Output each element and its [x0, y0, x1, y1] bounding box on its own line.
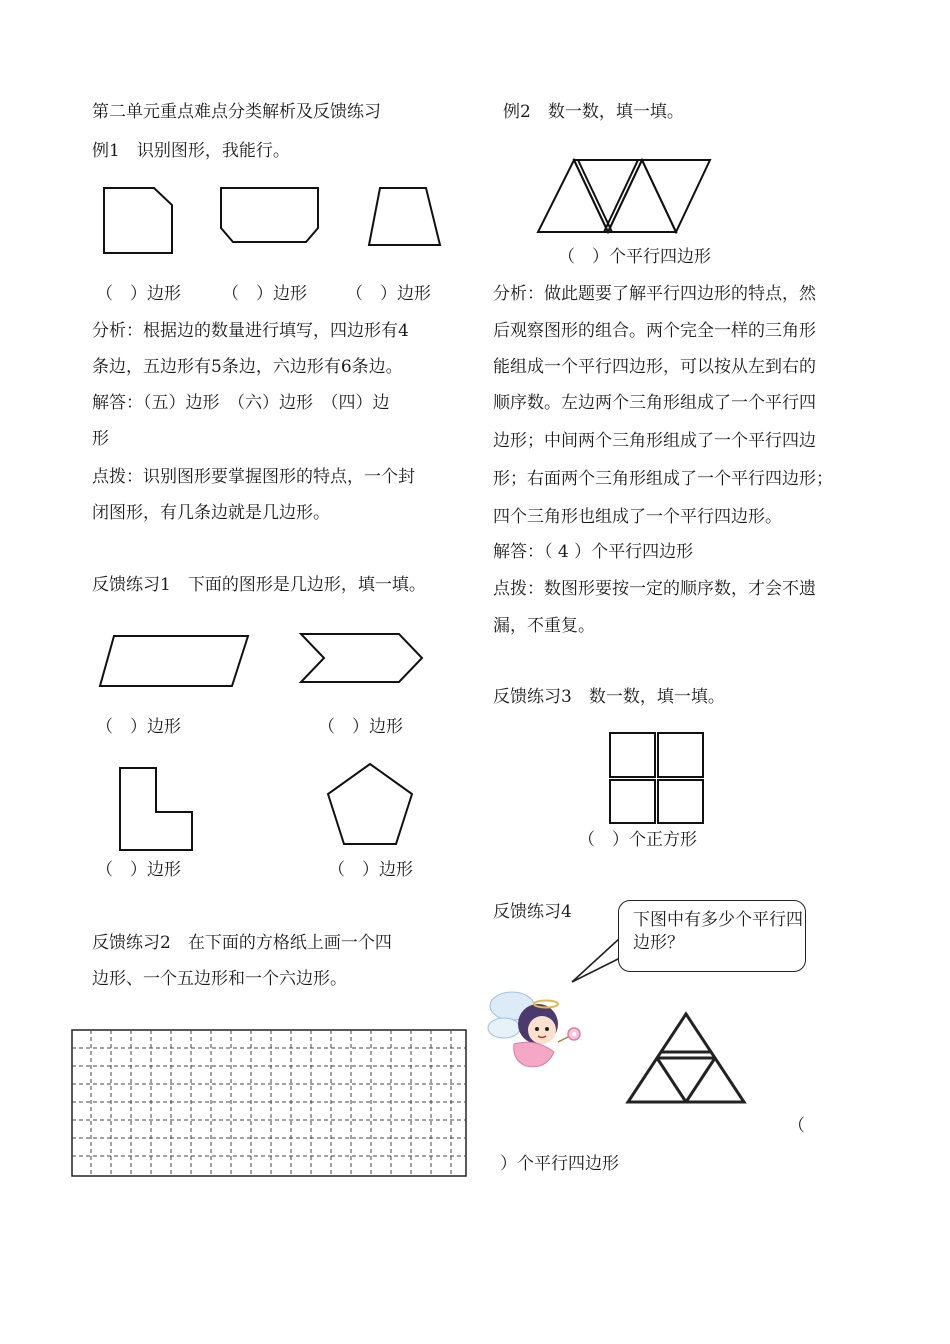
ex2-blank[interactable]: （ ）个平行四边形 [558, 247, 711, 267]
fb1-blank-4[interactable]: （ ）边形 [328, 860, 413, 880]
triangle-4 [642, 160, 710, 232]
triangle-3 [608, 160, 676, 232]
example-1-heading: 例1 识别图形，我能行。 [92, 141, 290, 161]
ex1-answer-line-2: 形 [92, 429, 109, 449]
ex1-analysis-line-2: 条边，五边形有5条边，六边形有6条边。 [92, 357, 403, 377]
fb3-blank[interactable]: （ ）个正方形 [578, 830, 697, 850]
feedback-3-heading: 反馈练习3 数一数，填一填。 [493, 687, 725, 707]
example-2-heading: 例2 数一数，填一填。 [503, 102, 684, 122]
regular-pentagon-shape [328, 764, 412, 844]
fairy-illustration [484, 984, 588, 1078]
ex1-answer-line-1: 解答：（五）边形 （六）边形 （四）边 [92, 393, 390, 413]
l-hexagon-shape [120, 768, 192, 850]
ex2-tip-line-1: 点拨：数图形要按一定的顺序数，才会不遗 [493, 579, 816, 599]
ex2-tip-line-2: 漏，不重复。 [493, 616, 595, 636]
fb1-blank-3[interactable]: （ ）边形 [96, 860, 181, 880]
ex2-analysis-line-6: 形；右面两个三角形组成了一个平行四边形； [493, 469, 833, 489]
ex1-analysis-line-1: 分析：根据边的数量进行填写，四边形有4 [92, 321, 409, 341]
feedback-2-line-1: 反馈练习2 在下面的方格纸上画一个四 [92, 933, 392, 953]
ex1-blank-2[interactable]: （ ）边形 [222, 284, 307, 304]
feedback-1-shapes-row-1 [96, 630, 436, 692]
ex2-analysis-line-7: 四个三角形也组成了一个平行四边形。 [493, 507, 782, 527]
speech-bubble [618, 900, 806, 972]
ex1-tip-line-1: 点拨：识别图形要掌握图形的特点，一个封 [92, 467, 415, 487]
ex2-analysis-line-4: 顺序数。左边两个三角形组成了一个平行四 [493, 393, 816, 413]
fb1-blank-2[interactable]: （ ）边形 [318, 717, 403, 737]
fb4-blank-rest: ）个平行四边形 [500, 1154, 619, 1174]
ex2-analysis-line-3: 能组成一个平行四边形，可以按从左到右的 [493, 357, 816, 377]
squares-figure [608, 731, 706, 825]
feedback-1-heading: 反馈练习1 下面的图形是几边形，填一填。 [92, 575, 426, 595]
parallelogram-shape [100, 636, 248, 686]
feedback-2-line-2: 边形、一个五边形和一个六边形。 [92, 969, 347, 989]
triangle-grid-figure [624, 1010, 748, 1106]
feedback-4-heading: 反馈练习4 [493, 902, 572, 922]
fb1-blank-1[interactable]: （ ）边形 [96, 717, 181, 737]
ex1-blank-3[interactable]: （ ）边形 [346, 284, 431, 304]
feedback-1-shapes-row-2 [112, 762, 422, 854]
trapezoid-shape [369, 188, 440, 245]
ex2-answer: 解答：（ 4 ）个平行四边形 [493, 542, 694, 562]
pentagon-shape [104, 188, 172, 253]
arrow-hexagon-shape [301, 634, 422, 682]
ex1-tip-line-2: 闭图形，有几条边就是几边形。 [92, 503, 330, 523]
triangle-1 [538, 160, 608, 232]
hexagon-shape [221, 188, 318, 242]
example-1-shapes [96, 180, 456, 260]
ex1-blank-1[interactable]: （ ）边形 [96, 284, 181, 304]
speech-text: 下图中有多少个平行四边形？ [633, 910, 803, 953]
fb4-blank-open-paren[interactable]: （ [788, 1116, 805, 1136]
ex2-analysis-line-1: 分析：做此题要了解平行四边形的特点，然 [493, 284, 816, 304]
ex2-analysis-line-5: 边形；中间两个三角形组成了一个平行四边 [493, 431, 816, 451]
page-title: 第二单元重点难点分类解析及反馈练习 [92, 102, 381, 122]
grid-paper[interactable] [71, 1029, 467, 1179]
triangles-figure [534, 156, 716, 236]
ex2-analysis-line-2: 后观察图形的组合。两个完全一样的三角形 [493, 321, 816, 341]
